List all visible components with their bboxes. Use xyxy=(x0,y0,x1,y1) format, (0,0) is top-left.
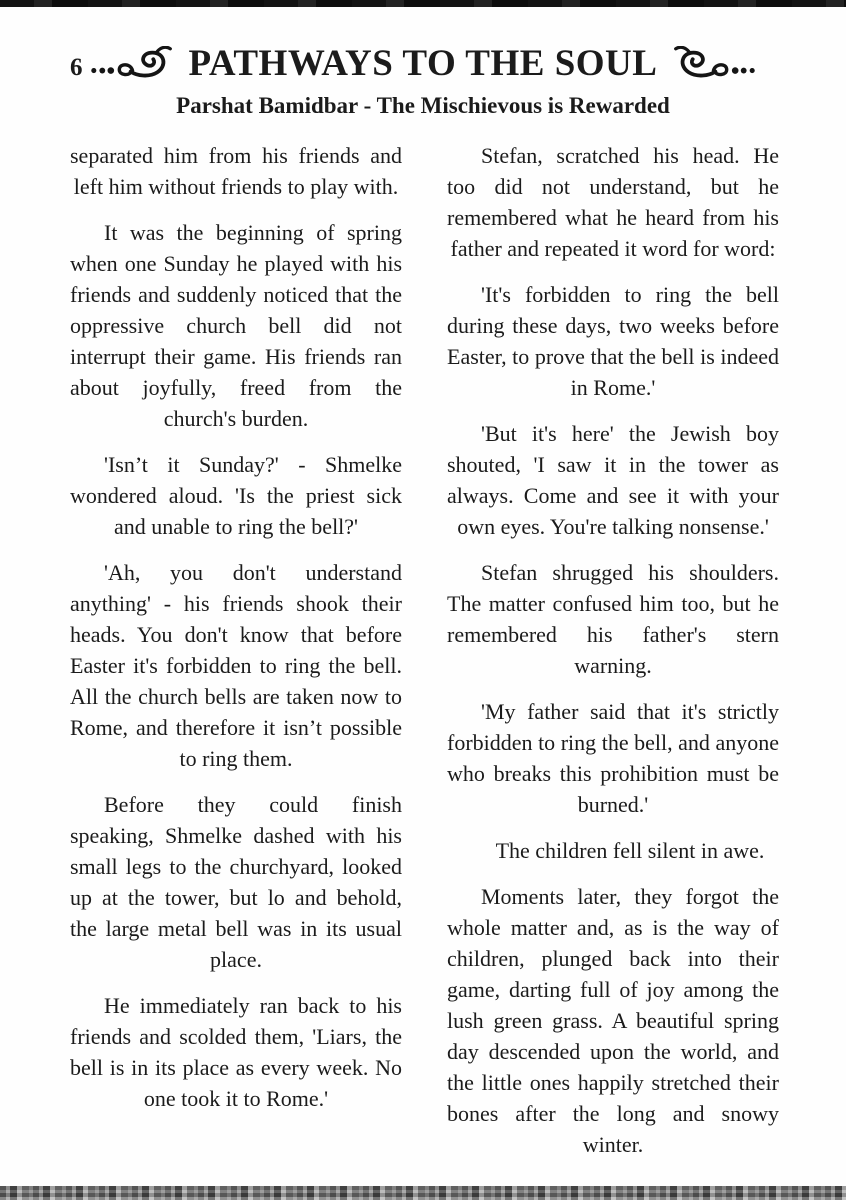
paragraph: The children fell silent in awe. xyxy=(495,838,765,863)
bottom-scan-artifact xyxy=(0,1186,846,1200)
paragraph: 'My father said that it's strictly forbidden to ring the bell, and anyone who breaks this prohibition must be burned.' xyxy=(447,699,779,817)
two-column-text xyxy=(70,140,779,1175)
paragraph: 'But it's here' the Jewish boy shouted, 'I saw it in the tower as always. Come and see it with your own eyes. You're talking nonsense.' xyxy=(447,421,779,539)
flourish-left-icon xyxy=(87,46,179,80)
flourish-right-icon xyxy=(667,46,759,80)
top-scan-artifact xyxy=(0,0,846,7)
paragraph: 'Ah, you don't understand anything' - his friends shook their heads. You don't know that before Easter it's forbidden to ring the bell. All the church bells are taken now to Rome, and therefore it isn’t possible to ring them. xyxy=(70,560,402,771)
paragraph: Moments later, they forgot the whole matter and, as is the way of children, plunged back into their game, darting full of joy among the lush green grass. A beautiful spring day descended upon the world, and the little ones happily stretched their bones after the long and snowy winter. xyxy=(447,884,779,1157)
paragraph: It was the beginning of spring when one Sunday he played with his friends and suddenly noticed that the oppressive church bell did not interrupt their game. His friends ran about joyfully, freed from the church's burden. xyxy=(70,220,402,431)
left-column xyxy=(70,140,402,1175)
page-title: PATHWAYS TO THE SOUL xyxy=(188,42,658,84)
right-column xyxy=(447,140,779,1175)
page-subtitle: Parshat Bamidbar - The Mischievous is Rewarded xyxy=(176,93,670,118)
paragraph: Before they could finish speaking, Shmelke dashed with his small legs to the churchyard, looked up at the tower, but lo and behold, the large metal bell was in its usual place. xyxy=(70,792,402,972)
page-header xyxy=(0,0,846,118)
paragraph: Stefan, scratched his head. He too did not understand, but he remembered what he heard from his father and repeated it word for word: xyxy=(447,143,779,261)
title-row xyxy=(0,40,846,86)
paragraph: He immediately ran back to his friends and scolded them, 'Liars, the bell is in its place as every week. No one took it to Rome.' xyxy=(70,993,402,1111)
paragraph: Stefan shrugged his shoulders. The matter confused him too, but he remembered his father's stern warning. xyxy=(447,560,779,678)
paragraph: 'It's forbidden to ring the bell during these days, two weeks before Easter, to prove that the bell is indeed in Rome.' xyxy=(447,282,779,400)
paragraph: 'Isn’t it Sunday?' - Shmelke wondered aloud. 'Is the priest sick and unable to ring the bell?' xyxy=(70,452,402,539)
paragraph: separated him from his friends and left him without friends to play with. xyxy=(70,143,402,199)
page-number: 6 xyxy=(70,54,83,81)
